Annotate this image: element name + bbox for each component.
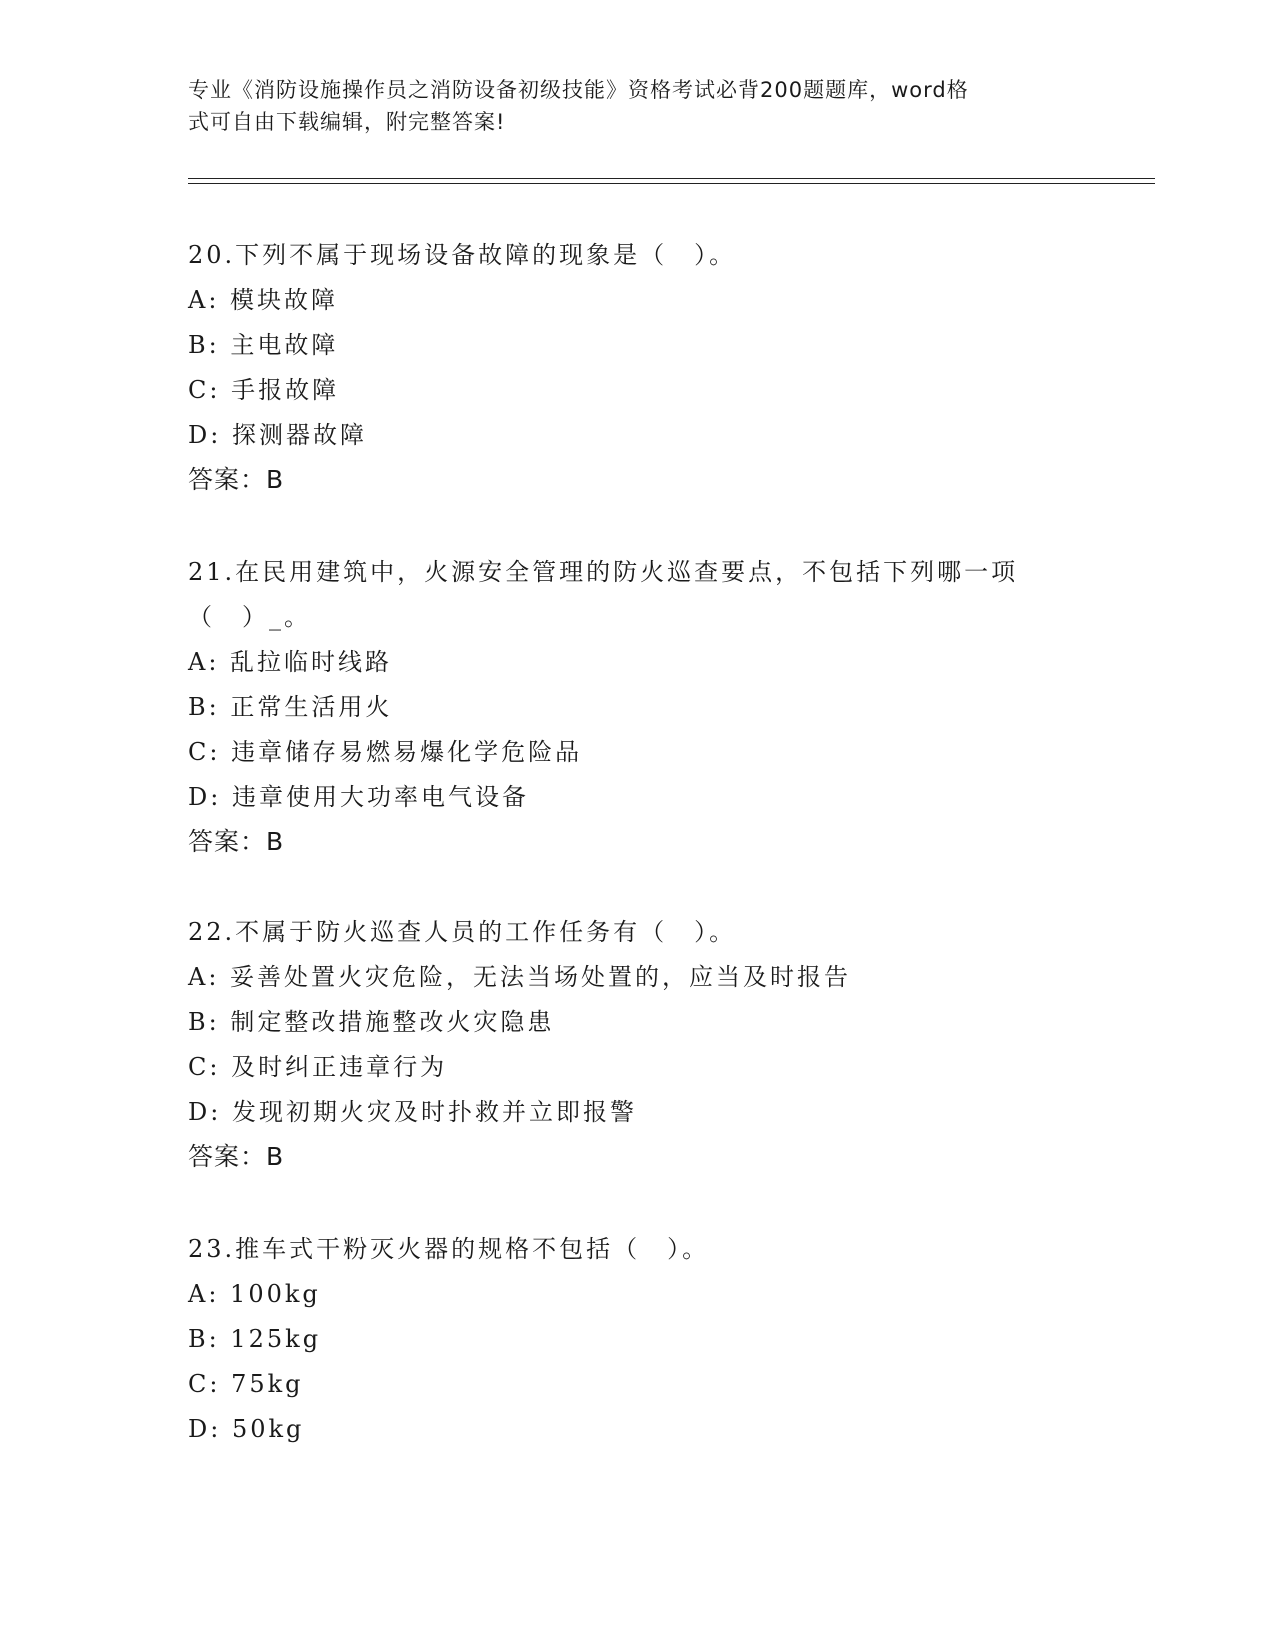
question-stem: 20.下列不属于现场设备故障的现象是（ ）。 [188,241,737,269]
document-header [188,74,1068,138]
option-c: C: 违章储存易燃易爆化学危险品 [188,738,583,766]
option-d: D: 违章使用大功率电气设备 [188,783,529,811]
answer-label: 答案：B [188,465,285,494]
option-d: D: 探测器故障 [188,421,367,449]
question-stem: 21.在民用建筑中，火源安全管理的防火巡查要点，不包括下列哪一项 [188,558,1019,586]
option-d: D: 发现初期火灾及时扑救并立即报警 [188,1098,637,1126]
option-b: B: 正常生活用火 [188,693,393,721]
answer-label: 答案：B [188,1142,285,1171]
question-stem: 23.推车式干粉灭火器的规格不包括（ ）。 [188,1235,710,1263]
option-b: B: 制定整改措施整改火灾隐患 [188,1008,555,1036]
question-stem-continued: （ ）_。 [188,603,311,631]
option-b: B: 125kg [188,1325,322,1353]
answer-label: 答案：B [188,827,285,856]
option-d: D: 50kg [188,1415,305,1443]
option-b: B: 主电故障 [188,331,339,359]
option-c: C: 75kg [188,1370,304,1398]
header-line-1: 专业《消防设施操作员之消防设备初级技能》资格考试必背200题题库，word格 [188,78,969,102]
header-divider-top [188,178,1155,179]
option-a: A: 100kg [188,1280,321,1308]
option-a: A: 乱拉临时线路 [188,648,393,676]
option-c: C: 手报故障 [188,376,340,404]
option-c: C: 及时纠正违章行为 [188,1053,448,1081]
header-line-2: 式可自由下载编辑，附完整答案! [188,110,506,134]
option-a: A: 模块故障 [188,286,339,314]
question-stem: 22.不属于防火巡查人员的工作任务有（ ）。 [188,918,737,946]
header-divider-bottom [188,183,1155,184]
option-a: A: 妥善处置火灾危险，无法当场处置的，应当及时报告 [188,963,852,991]
